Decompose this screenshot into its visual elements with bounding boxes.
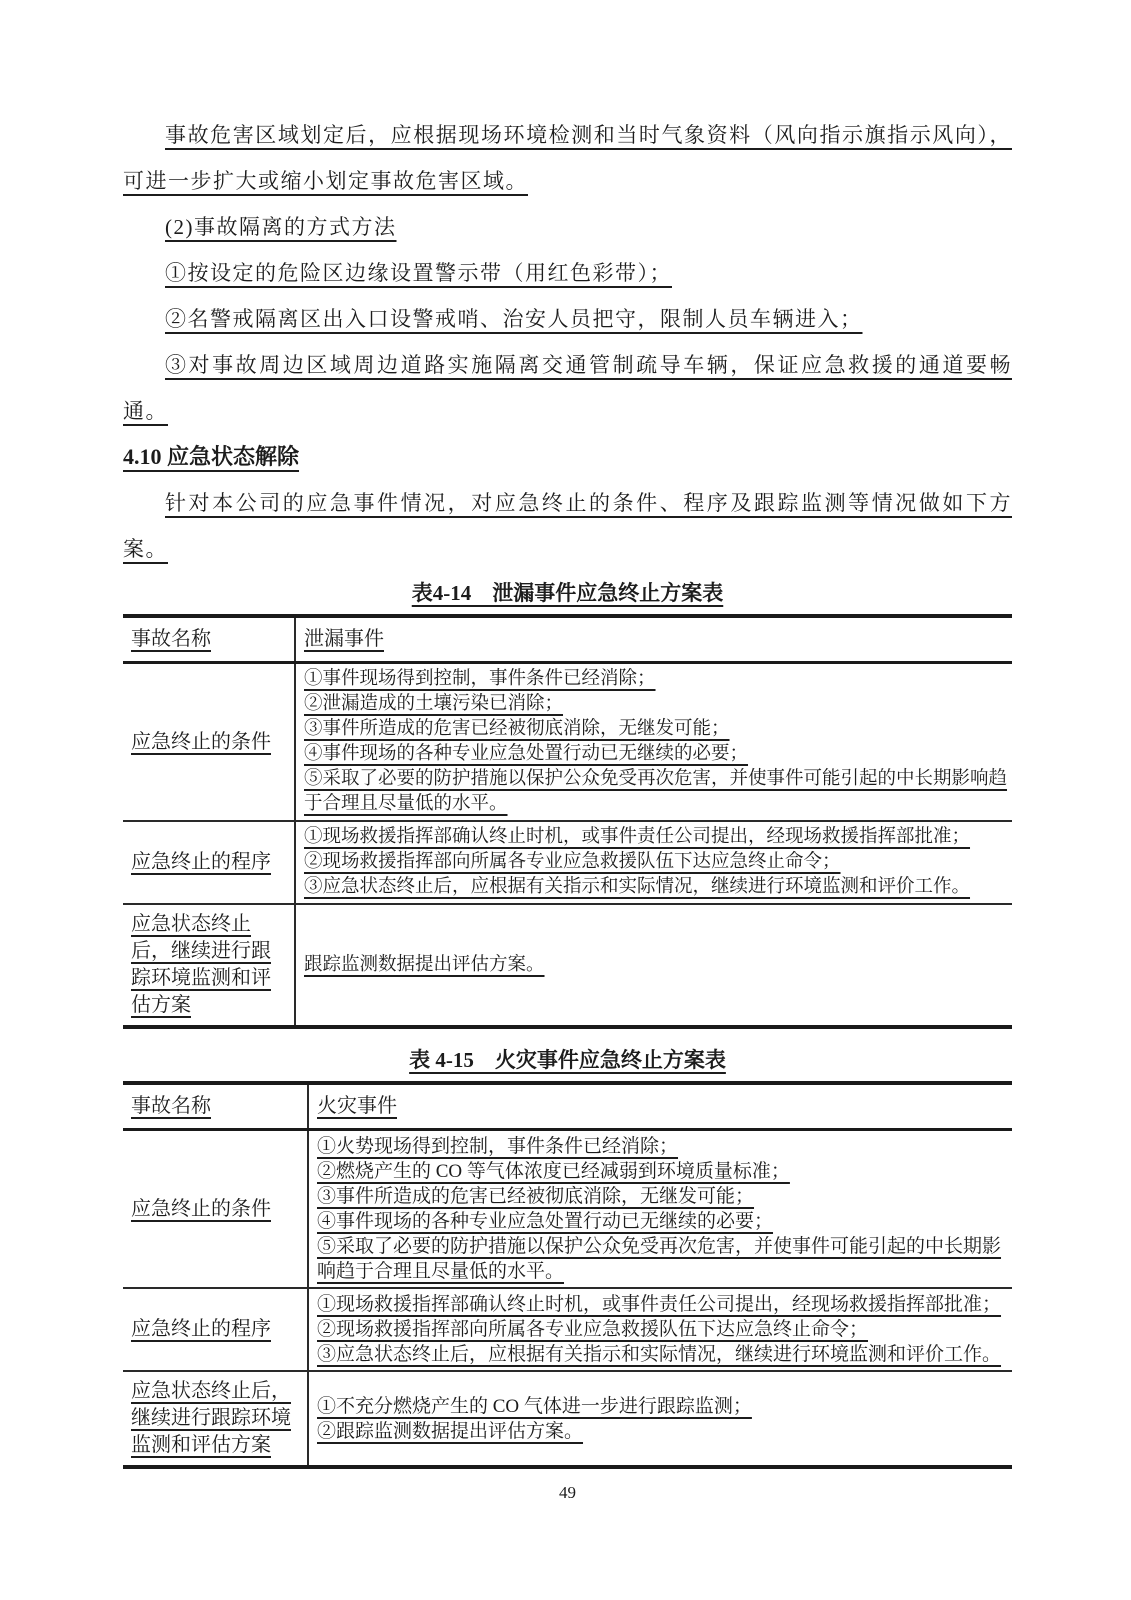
- table-4-14-title: 表4-14 泄漏事件应急终止方案表: [411, 581, 724, 605]
- table-row: [123, 1371, 1012, 1467]
- row-label: 应急状态终止后，继续进行跟踪环境监测和评估方案: [123, 1371, 308, 1467]
- paragraph: (2)事故隔离的方式方法: [165, 215, 397, 239]
- cell-line: ③应急状态终止后，应根据有关指示和实际情况，继续进行环境监测和评价工作。: [317, 1344, 1002, 1365]
- paragraph: ②名警戒隔离区出入口设警戒哨、治安人员把守，限制人员车辆进入；: [165, 307, 863, 331]
- cell-line: ②泄漏造成的土壤污染已消除；: [304, 694, 564, 714]
- cell-line: ③应急状态终止后，应根据有关指示和实际情况，继续进行环境监测和评价工作。: [304, 877, 971, 897]
- row-label: 应急终止的条件: [123, 663, 295, 822]
- row-label: 应急终止的程序: [123, 1288, 308, 1371]
- row-label: 事故名称: [123, 616, 295, 663]
- cell-line: ④事件现场的各种专业应急处置行动已无继续的必要；: [304, 744, 749, 764]
- table-row: [123, 663, 1012, 822]
- paragraph: ③对事故周边区域周边道路实施隔离交通管制疏导车辆，保证应急救援的通道要畅通。: [123, 353, 1012, 423]
- row-content: [295, 663, 1012, 822]
- table-row: [123, 904, 1012, 1027]
- cell-line: ④事件现场的各种专业应急处置行动已无继续的必要；: [317, 1211, 774, 1232]
- cell-line: ②现场救援指挥部向所属各专业应急救援队伍下达应急终止命令；: [317, 1319, 869, 1340]
- cell-line: ①现场救援指挥部确认终止时机，或事件责任公司提出，经现场救援指挥部批准；: [317, 1294, 1002, 1315]
- cell-line: ①现场救援指挥部确认终止时机，或事件责任公司提出，经现场救援指挥部批准；: [304, 827, 971, 847]
- leak-termination-table: [123, 614, 1012, 1029]
- page-number: 49: [559, 1483, 576, 1502]
- row-content: [295, 616, 1012, 663]
- table-4-15-title: 表 4-15 火灾事件应急终止方案表: [409, 1048, 726, 1072]
- cell-line: ③事件所造成的危害已经被彻底消除，无继发可能；: [317, 1186, 755, 1207]
- cell-line: 火灾事件: [317, 1095, 397, 1117]
- row-label: 应急终止的条件: [123, 1130, 308, 1289]
- section-heading: 4.10 应急状态解除: [123, 444, 300, 469]
- table-row: [123, 821, 1012, 904]
- cell-line: ③事件所造成的危害已经被彻底消除，无继发可能；: [304, 719, 730, 739]
- row-label: 应急终止的程序: [123, 821, 295, 904]
- cell-line: 跟踪监测数据提出评估方案。: [304, 954, 545, 975]
- cell-line: ②跟踪监测数据提出评估方案。: [317, 1420, 584, 1442]
- table-row: [123, 1083, 1012, 1130]
- row-label: 应急状态终止后，继续进行跟踪环境监测和评估方案: [123, 904, 295, 1027]
- paragraph: 事故危害区域划定后，应根据现场环境检测和当时气象资料（风向指示旗指示风向），可进一步扩大或缩小划定事故危害区域。: [123, 123, 1012, 193]
- row-content: [308, 1130, 1012, 1289]
- cell-line: ②现场救援指挥部向所属各专业应急救援队伍下达应急终止命令；: [304, 852, 841, 872]
- cell-line: ⑤采取了必要的防护措施以保护公众免受再次危害，并使事件可能引起的中长期影响趋于合理且尽量低的水平。: [317, 1236, 1002, 1282]
- row-label: 事故名称: [123, 1083, 308, 1130]
- cell-line: 泄漏事件: [304, 628, 384, 650]
- paragraph: 针对本公司的应急事件情况，对应急终止的条件、程序及跟踪监测等情况做如下方案。: [123, 491, 1012, 561]
- table-row: [123, 1130, 1012, 1289]
- table-row: [123, 616, 1012, 663]
- row-content: [295, 821, 1012, 904]
- cell-line: ①不充分燃烧产生的 CO 气体进一步进行跟踪监测；: [317, 1395, 752, 1417]
- cell-line: ①火势现场得到控制，事件条件已经消除；: [317, 1136, 679, 1157]
- row-content: [295, 904, 1012, 1027]
- fire-termination-table: [123, 1081, 1012, 1469]
- row-content: [308, 1288, 1012, 1371]
- table-row: [123, 1288, 1012, 1371]
- row-content: [308, 1083, 1012, 1130]
- row-content: [308, 1371, 1012, 1467]
- cell-line: ⑤采取了必要的防护措施以保护公众免受再次危害，并使事件可能引起的中长期影响趋于合理且尽量低的水平。: [304, 769, 1008, 814]
- paragraph: ①按设定的危险区边缘设置警示带（用红色彩带）；: [165, 261, 672, 285]
- cell-line: ①事件现场得到控制，事件条件已经消除；: [304, 669, 656, 689]
- cell-line: ②燃烧产生的 CO 等气体浓度已经减弱到环境质量标准；: [317, 1161, 790, 1182]
